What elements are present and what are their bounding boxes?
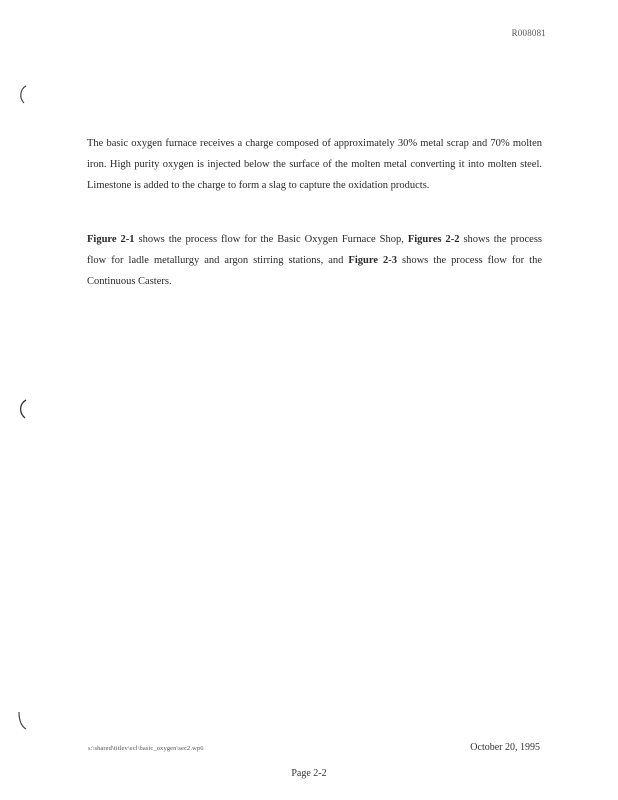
paragraph-text-part-2: shows the process flow for ladle metallurgy and argon stirring stations, and bbox=[87, 234, 542, 266]
page-number: Page 2-2 bbox=[291, 768, 327, 779]
punch-hole-icon bbox=[16, 398, 28, 420]
paragraph-process-flow bbox=[87, 229, 542, 292]
punch-hole-mark-bottom bbox=[16, 710, 28, 732]
figure-2-3-reference: Figure 2-3 bbox=[348, 255, 397, 266]
punch-hole-mark-top bbox=[16, 84, 28, 106]
punch-hole-icon bbox=[16, 84, 28, 106]
footer-file-path: s:\shared\titlev\ecl\basic_oxygen\sec2.wp6 bbox=[88, 745, 204, 752]
figures-2-2-reference: Figures 2-2 bbox=[407, 234, 460, 245]
punch-hole-mark-middle bbox=[16, 398, 28, 420]
document-id: R008081 bbox=[511, 28, 546, 38]
figure-2-1-reference: Figure 2-1 bbox=[87, 234, 135, 245]
footer-date: October 20, 1995 bbox=[470, 742, 540, 753]
paragraph-furnace-charge: The basic oxygen furnace receives a charge composed of approximately 30% metal scrap and 70% molten iron. High purity oxygen is injected below the surface of the molten metal converting it into molten steel. Limestone is added to the charge to form a slag to capture the oxidation products. bbox=[87, 138, 542, 191]
punch-hole-icon bbox=[16, 710, 28, 732]
paragraph-text-part-1: shows the process flow for the Basic Oxygen Furnace Shop, bbox=[134, 234, 408, 245]
paragraph-text-part-3: shows the process flow for the Continuous Casters. bbox=[87, 255, 542, 287]
